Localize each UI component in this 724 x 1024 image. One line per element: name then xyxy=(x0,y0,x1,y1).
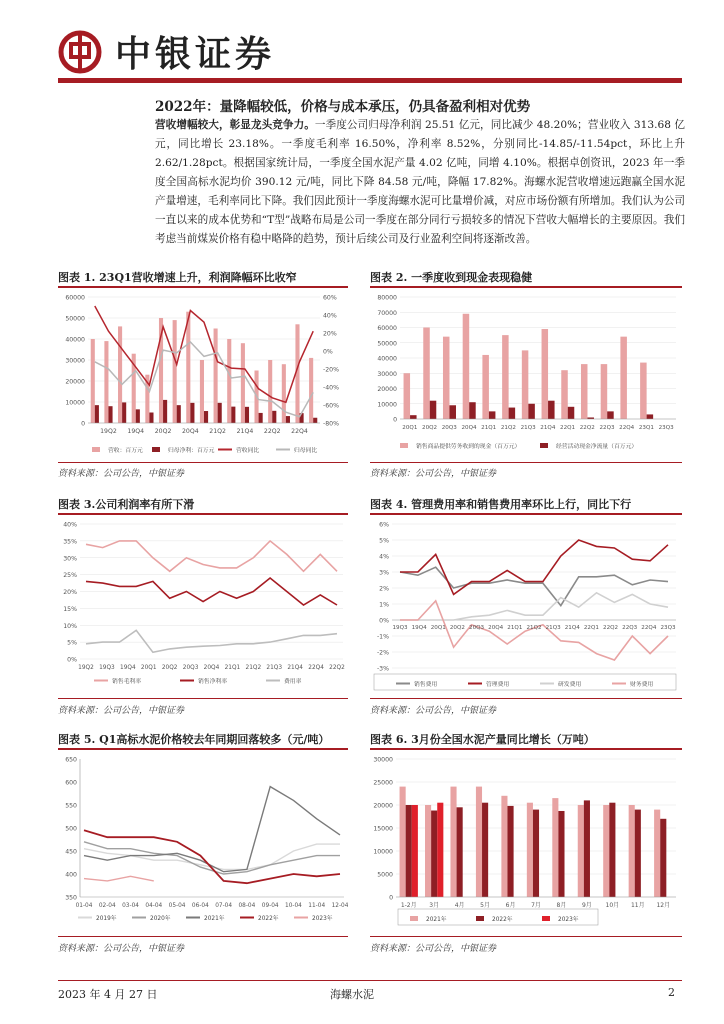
fig6-x-tick-label: 3月 xyxy=(429,902,440,909)
fig4-x-tick-label: 21Q3 xyxy=(545,625,561,631)
fig2-legend-swatch xyxy=(400,443,408,448)
fig5-title-rule xyxy=(58,748,348,750)
bank-logo-icon xyxy=(58,30,102,74)
fig2-bar xyxy=(607,411,614,419)
fig1-bar xyxy=(136,409,140,423)
fig2-source: 资料来源：公司公告，中银证券 xyxy=(370,469,497,479)
fig1-tick-label: -80% xyxy=(323,420,339,428)
fig4-x-tick-label: 20Q1 xyxy=(430,625,446,631)
chart-expense-ratios xyxy=(370,516,682,692)
fig3-tick-label: 20% xyxy=(63,589,77,596)
fig4-legend-label: 销售费用 xyxy=(414,682,438,688)
fig1-bar xyxy=(313,418,317,423)
fig6-title: 图表 6. 3月份全国水泥产量同比增长（万吨） xyxy=(370,733,595,746)
fig1-tick-label: 20000 xyxy=(65,378,85,386)
fig3-legend-label: 费用率 xyxy=(284,679,302,685)
fig1-tick-label: -60% xyxy=(323,402,339,410)
fig2-bar xyxy=(568,407,575,419)
fig2-bar xyxy=(443,337,450,419)
fig2-bar xyxy=(430,401,437,419)
fig1-title: 图表 1. 23Q1营收增速上升，利润降幅环比收窄 xyxy=(58,271,297,284)
fig1-bar xyxy=(118,326,122,423)
fig2-x-tick-label: 22Q4 xyxy=(619,425,635,431)
fig2-title: 图表 2. 一季度收到现金表现稳健 xyxy=(370,271,533,284)
page-header xyxy=(0,0,724,90)
fig6-source-rule xyxy=(370,936,682,937)
fig2-bar xyxy=(449,405,456,419)
fig1-tick-label: -20% xyxy=(323,366,339,374)
fig1-bar xyxy=(259,413,263,423)
fig6-bar xyxy=(533,810,539,897)
fig1-bar xyxy=(231,407,235,423)
fig4-legend-label: 财务费用 xyxy=(630,682,654,688)
fig6-bar xyxy=(629,805,635,897)
fig2-x-tick-label: 20Q1 xyxy=(402,425,418,431)
fig2-tick-label: 70000 xyxy=(377,309,397,317)
fig1-bar xyxy=(282,364,286,423)
fig6-x-tick-label: 11月 xyxy=(630,902,645,909)
header-divider xyxy=(58,78,682,83)
fig2-title-rule xyxy=(370,286,682,288)
fig3-legend-label: 销售净利率 xyxy=(198,679,227,685)
fig5-tick-label: 400 xyxy=(65,871,77,879)
fig2-bar xyxy=(469,402,476,419)
fig5-x-tick-label: 05-04 xyxy=(168,903,186,909)
fig5-x-tick-label: 11-04 xyxy=(308,903,326,909)
fig2-bar xyxy=(581,364,588,419)
fig1-x-tick-label: 19Q4 xyxy=(127,428,145,435)
fig3-tick-label: 30% xyxy=(63,555,77,563)
fig6-x-tick-label: 5月 xyxy=(480,902,491,909)
fig1-bar xyxy=(104,341,108,423)
fig6-bar xyxy=(635,810,641,897)
fig1-x-tick-label: 20Q4 xyxy=(182,428,199,435)
fig6-bar xyxy=(482,803,488,897)
fig6-legend-swatch xyxy=(476,916,484,921)
fig1-bar xyxy=(163,400,167,423)
lead-sentence: 营收增幅较大，彰显龙头竞争力。 xyxy=(155,119,315,131)
fig1-tick-label: 40000 xyxy=(65,336,85,344)
fig6-bar xyxy=(507,806,513,897)
fig5-x-tick-label: 02-04 xyxy=(98,903,116,909)
fig6-x-tick-label: 8月 xyxy=(556,902,567,909)
fig2-bar xyxy=(640,363,647,419)
fig1-legend-swatch xyxy=(92,447,100,452)
fig5-tick-label: 450 xyxy=(65,848,77,856)
fig6-tick-label: 5000 xyxy=(377,871,393,879)
fig2-x-tick-label: 23Q1 xyxy=(638,425,654,431)
fig6-legend-label: 2022年 xyxy=(492,917,513,923)
chart-margins xyxy=(58,516,348,692)
fig2-tick-label: 50000 xyxy=(377,340,397,348)
fig1-tick-label: 40% xyxy=(323,312,337,320)
fig6-x-tick-label: 10月 xyxy=(605,902,620,909)
fig4-x-tick-label: 20Q3 xyxy=(469,625,485,631)
fig3-x-tick-label: 19Q3 xyxy=(99,665,115,671)
fig4-x-tick-label: 22Q1 xyxy=(583,625,599,631)
fig6-bar xyxy=(400,787,406,897)
fig2-bar xyxy=(502,335,509,419)
fig4-legend-label: 研发费用 xyxy=(558,682,582,688)
fig6-bar xyxy=(552,798,558,897)
fig6-legend-label: 2023年 xyxy=(558,917,579,923)
fig2-x-tick-label: 21Q3 xyxy=(520,425,536,431)
fig5-tick-label: 550 xyxy=(65,802,77,810)
fig2-legend-label: 经营活动现金净流量（百万元） xyxy=(556,444,638,450)
fig1-bar xyxy=(268,360,272,423)
fig1-x-tick-label: 19Q2 xyxy=(100,428,117,435)
fig2-x-tick-label: 20Q4 xyxy=(461,425,477,431)
fig1-bar xyxy=(149,413,153,424)
fig4-x-tick-label: 19Q4 xyxy=(411,625,427,631)
fig1-bar xyxy=(241,343,245,423)
fig6-bar xyxy=(437,803,443,897)
fig3-tick-label: 25% xyxy=(63,572,77,580)
fig1-legend-swatch xyxy=(152,447,160,452)
fig3-source-rule xyxy=(58,698,348,699)
fig1-bar xyxy=(122,402,126,423)
fig5-x-tick-label: 12-04 xyxy=(331,903,348,909)
fig1-tick-label: 30000 xyxy=(65,357,85,365)
fig2-x-tick-label: 22Q2 xyxy=(579,425,595,431)
fig6-tick-label: 15000 xyxy=(373,825,393,833)
fig1-bar xyxy=(190,403,194,423)
fig2-tick-label: 30000 xyxy=(377,370,397,378)
fig6-bar xyxy=(476,787,482,897)
fig2-x-tick-label: 23Q3 xyxy=(658,425,674,431)
fig1-tick-label: 10000 xyxy=(65,399,85,407)
fig6-bar xyxy=(501,796,507,897)
fig1-source-rule xyxy=(58,462,348,463)
fig6-bar xyxy=(431,811,437,897)
fig5-line xyxy=(84,876,154,881)
fig2-bar xyxy=(561,370,568,419)
fig5-x-tick-label: 01-04 xyxy=(75,903,93,909)
fig6-bar xyxy=(660,819,666,897)
brand-name: 中银证券 xyxy=(115,34,276,75)
fig5-x-tick-label: 03-04 xyxy=(122,903,139,909)
fig4-line xyxy=(400,593,668,620)
fig2-bar xyxy=(522,350,529,419)
fig6-x-tick-label: 7月 xyxy=(531,902,541,909)
fig6-source: 资料来源：公司公告，中银证券 xyxy=(370,944,497,954)
fig2-legend-swatch xyxy=(540,443,548,448)
fig5-legend-label: 2021年 xyxy=(204,916,225,922)
fig6-legend-label: 2021年 xyxy=(426,917,447,923)
fig1-bar xyxy=(286,416,290,423)
fig4-tick-label: -2% xyxy=(376,649,389,657)
fig3-tick-label: 40% xyxy=(63,521,77,529)
fig3-tick-label: 5% xyxy=(67,639,77,647)
fig6-x-tick-label: 1-2月 xyxy=(400,902,417,909)
fig4-x-tick-label: 22Q4 xyxy=(641,625,657,631)
fig1-x-tick-label: 20Q2 xyxy=(154,428,172,435)
fig6-bar xyxy=(450,787,456,897)
fig3-title: 图表 3.公司利润率有所下滑 xyxy=(58,498,195,511)
fig5-x-tick-label: 10-04 xyxy=(285,903,302,909)
fig1-bar xyxy=(272,411,276,423)
chart-revenue-profit xyxy=(58,289,348,459)
fig3-source: 资料来源：公司公告，中银证券 xyxy=(58,706,185,716)
fig1-bar xyxy=(214,329,218,424)
fig5-source: 资料来源：公司公告，中银证券 xyxy=(58,944,185,954)
fig4-line xyxy=(400,567,668,605)
fig3-x-tick-label: 21Q3 xyxy=(266,665,283,671)
fig5-source-rule xyxy=(58,936,348,937)
fig5-title: 图表 5. Q1高标水泥价格较去年同期回落较多（元/吨） xyxy=(58,733,330,746)
fig4-x-tick-label: 23Q3 xyxy=(660,625,676,631)
fig6-bar xyxy=(558,811,564,897)
fig1-tick-label: 20% xyxy=(323,330,337,338)
fig4-x-tick-label: 20Q2 xyxy=(449,625,465,631)
fig6-bar xyxy=(609,803,615,897)
fig1-tick-label: 0 xyxy=(81,420,85,428)
fig3-legend-label: 销售毛利率 xyxy=(112,679,141,685)
fig2-bar xyxy=(509,408,516,419)
fig2-bar xyxy=(463,314,470,419)
fig3-x-tick-label: 21Q1 xyxy=(224,665,241,671)
fig4-x-tick-label: 21Q1 xyxy=(507,625,523,631)
fig3-x-tick-label: 19Q4 xyxy=(120,665,136,671)
fig5-x-tick-label: 08-04 xyxy=(238,903,256,909)
fig4-x-tick-label: 19Q3 xyxy=(392,625,408,631)
fig3-tick-label: 0% xyxy=(67,656,77,664)
chart-cement-output xyxy=(370,751,682,927)
fig4-tick-label: 0% xyxy=(379,617,389,625)
fig3-line xyxy=(86,630,337,652)
fig6-bar xyxy=(654,810,660,897)
fig4-tick-label: -3% xyxy=(376,665,389,673)
fig6-x-tick-label: 6月 xyxy=(505,902,516,909)
fig5-legend-label: 2022年 xyxy=(258,916,279,922)
fig2-tick-label: 40000 xyxy=(377,355,397,363)
fig3-tick-label: 35% xyxy=(63,538,77,546)
chart-cash-flow xyxy=(370,289,682,459)
fig5-tick-label: 500 xyxy=(65,825,77,833)
fig2-x-tick-label: 20Q2 xyxy=(422,425,438,431)
fig2-bar xyxy=(489,411,496,419)
fig5-legend-label: 2023年 xyxy=(312,916,333,922)
fig6-bar xyxy=(457,807,463,897)
fig1-bar xyxy=(108,406,112,423)
fig6-tick-label: 10000 xyxy=(373,848,393,856)
body-paragraph xyxy=(155,116,685,249)
fig6-x-tick-label: 12月 xyxy=(656,902,671,909)
fig1-legend-label: 归母净利：百万元 xyxy=(168,448,215,454)
fig6-tick-label: 25000 xyxy=(373,779,393,787)
fig1-x-tick-label: 22Q2 xyxy=(263,428,281,435)
fig2-x-tick-label: 22Q3 xyxy=(599,425,615,431)
fig1-tick-label: 60% xyxy=(323,294,337,302)
fig3-x-tick-label: 20Q1 xyxy=(140,665,157,671)
fig4-tick-label: 5% xyxy=(379,537,389,545)
fig2-tick-label: 0 xyxy=(393,416,397,424)
fig1-bar xyxy=(218,403,222,423)
fig2-bar xyxy=(647,414,654,419)
fig5-x-tick-label: 09-04 xyxy=(261,903,279,909)
fig1-tick-label: 60000 xyxy=(65,294,85,302)
footer-page: 2 xyxy=(668,986,675,999)
fig6-x-tick-label: 9月 xyxy=(581,902,592,909)
fig5-legend-label: 2019年 xyxy=(96,916,117,922)
chart-cement-price xyxy=(58,751,348,927)
fig4-tick-label: 6% xyxy=(379,521,389,529)
fig5-tick-label: 350 xyxy=(65,894,77,902)
fig1-tick-label: 50000 xyxy=(65,315,85,323)
fig4-x-tick-label: 22Q2 xyxy=(603,625,619,631)
fig4-line xyxy=(400,540,668,594)
fig4-tick-label: 2% xyxy=(379,585,389,593)
fig2-x-tick-label: 20Q3 xyxy=(441,425,457,431)
fig3-x-tick-label: 21Q2 xyxy=(245,665,262,671)
fig3-line xyxy=(86,541,337,571)
fig4-tick-label: 1% xyxy=(379,601,389,609)
fig1-bar xyxy=(204,411,208,423)
fig6-bar xyxy=(406,805,412,897)
fig4-title-rule xyxy=(370,513,682,515)
fig6-tick-label: 20000 xyxy=(373,802,393,810)
fig1-bar xyxy=(95,405,99,423)
fig3-tick-label: 15% xyxy=(63,605,77,613)
fig6-tick-label: 30000 xyxy=(373,756,393,764)
fig2-tick-label: 60000 xyxy=(377,325,397,332)
fig5-x-tick-label: 04-04 xyxy=(145,903,163,909)
fig2-source-rule xyxy=(370,462,682,463)
fig2-legend-label: 销售商品提供劳务收到的现金（百万元） xyxy=(416,444,521,450)
fig5-x-tick-label: 06-04 xyxy=(191,903,209,909)
fig1-bar xyxy=(200,360,204,423)
section-heading: 2022年：量降幅较低，价格与成本承压，仍具备盈利相对优势 xyxy=(155,99,531,115)
fig4-tick-label: 3% xyxy=(379,569,389,577)
fig4-legend-label: 管理费用 xyxy=(486,682,510,688)
fig3-x-tick-label: 20Q4 xyxy=(203,665,220,671)
fig1-legend-label: 营收：百万元 xyxy=(108,448,143,454)
fig5-legend-label: 2020年 xyxy=(150,916,171,922)
fig2-x-tick-label: 21Q4 xyxy=(540,425,556,431)
fig2-bar xyxy=(548,401,555,419)
footer-rule xyxy=(58,980,682,981)
fig3-x-tick-label: 22Q4 xyxy=(308,665,324,671)
fig4-x-tick-label: 22Q3 xyxy=(622,625,638,631)
fig2-x-tick-label: 21Q2 xyxy=(500,425,516,431)
fig6-bar xyxy=(584,800,590,897)
fig2-bar xyxy=(404,373,411,419)
fig1-x-tick-label: 22Q4 xyxy=(291,428,308,435)
fig2-bar xyxy=(528,404,535,419)
fig2-tick-label: 80000 xyxy=(377,294,397,302)
fig3-x-tick-label: 19Q2 xyxy=(78,665,94,671)
fig1-tick-label: -40% xyxy=(323,384,339,392)
fig4-title: 图表 4. 管理费用率和销售费用率环比上行，同比下行 xyxy=(370,498,632,511)
fig2-bar xyxy=(620,337,627,419)
fig2-bar xyxy=(410,415,417,419)
body-text: 一季度公司归母净利润 25.51 亿元，同比减少 48.20%；营业收入 313.68 亿元，同比增长 23.18%。一季度毛利率 16.50%，净利率 8.52%，分别同比-14.85/-11.54pct，环比上升 2.62/1.28pct。根据国家统计局，一季度全国水泥产量 4.02 亿吨，同增 4.10%。根据卓创资讯，2023 年一季度全国高标水泥均价 390.12 元/吨，同比下降 84.58 元/吨，降幅 17.82%。海螺水泥营收增速远跑赢全国水泥产量增速，毛利率同比下降。我们因此预计一季度海螺水泥可比量增价减，对应市场份额有所增加。我们认为公司一直以来的成本优势和“T型”战略布局是公司一季度在部分同行亏损较多的情况下营收大幅增长的主要原因。我们考虑当前煤炭价格有稳中略降的趋势，预计后续公司及行业盈利空间将逐渐改善。 xyxy=(155,119,686,245)
fig4-source: 资料来源：公司公告，中银证券 xyxy=(370,706,497,716)
fig1-bar xyxy=(186,312,190,423)
fig2-tick-label: 20000 xyxy=(377,386,397,393)
fig6-legend-swatch xyxy=(542,916,550,921)
fig2-tick-label: 10000 xyxy=(377,401,397,409)
fig1-title-rule xyxy=(58,286,348,288)
footer-company: 海螺水泥 xyxy=(330,988,374,1001)
fig1-source: 资料来源：公司公告，中银证券 xyxy=(58,469,185,479)
fig2-bar xyxy=(601,364,608,419)
fig3-tick-label: 10% xyxy=(63,622,77,630)
fig1-bar xyxy=(177,405,181,423)
fig3-title-rule xyxy=(58,513,348,515)
fig3-x-tick-label: 21Q4 xyxy=(287,665,303,671)
fig6-bar xyxy=(425,805,431,897)
fig1-tick-label: 0% xyxy=(323,348,333,356)
fig6-bar xyxy=(527,803,533,897)
fig4-tick-label: -1% xyxy=(376,633,389,641)
fig4-x-tick-label: 21Q2 xyxy=(526,625,542,631)
fig1-legend-label: 归母同比 xyxy=(294,448,318,454)
fig1-x-tick-label: 21Q4 xyxy=(236,428,254,435)
fig3-x-tick-label: 20Q3 xyxy=(182,665,199,671)
fig4-tick-label: 4% xyxy=(379,553,389,561)
fig5-tick-label: 650 xyxy=(65,756,77,764)
fig6-bar xyxy=(412,805,418,897)
fig4-x-tick-label: 21Q4 xyxy=(564,625,580,631)
fig4-source-rule xyxy=(370,698,682,699)
fig1-legend-label: 营收同比 xyxy=(236,448,260,454)
fig1-bar xyxy=(227,339,231,423)
fig6-bar xyxy=(603,805,609,897)
fig1-bar xyxy=(309,358,313,423)
fig2-x-tick-label: 22Q1 xyxy=(560,425,576,431)
fig1-bar xyxy=(173,320,177,423)
fig6-title-rule xyxy=(370,748,682,750)
fig4-x-tick-label: 20Q4 xyxy=(488,625,504,631)
fig5-tick-label: 600 xyxy=(65,779,77,787)
footer-date: 2023 年 4 月 27 日 xyxy=(58,988,158,1001)
fig1-x-tick-label: 21Q2 xyxy=(209,428,226,435)
fig2-bar xyxy=(482,355,489,419)
fig3-x-tick-label: 22Q2 xyxy=(329,665,345,671)
fig6-x-tick-label: 4月 xyxy=(454,902,465,909)
fig2-bar xyxy=(423,328,430,420)
fig3-x-tick-label: 20Q2 xyxy=(161,665,178,671)
fig6-legend-swatch xyxy=(410,916,418,921)
fig6-bar xyxy=(578,805,584,897)
fig1-bar xyxy=(245,407,249,423)
fig1-bar xyxy=(91,339,95,423)
fig6-tick-label: 0 xyxy=(389,894,393,902)
fig2-x-tick-label: 21Q1 xyxy=(481,425,497,431)
fig5-x-tick-label: 07-04 xyxy=(215,903,233,909)
fig2-bar xyxy=(542,329,549,419)
